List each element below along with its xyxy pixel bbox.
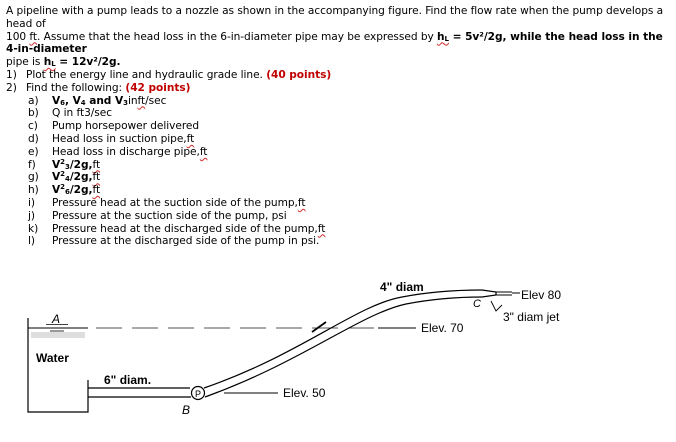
list-item-a: a) $V_6$, $V_4$ and $V_3$ in ft /sec xyxy=(28,94,167,107)
energy-line-crossing xyxy=(312,322,326,332)
question-2: 2) Find the following: (42 points) xyxy=(6,81,191,94)
head-loss-symbol-2: $h_L$ xyxy=(43,56,56,69)
pipe-elev-label: Elev. 70 xyxy=(421,321,464,335)
point-a-label: A xyxy=(52,312,61,326)
list-item-g: g) $V^2_4/2g$, ft xyxy=(28,170,101,184)
pump-elev-label: Elev. 50 xyxy=(283,386,326,400)
question-1-text: Plot the energy line and hydraulic grade line. xyxy=(26,68,263,81)
pump-label: P xyxy=(194,389,202,399)
list-item-f: f) $V^2_3/2g$, ft xyxy=(28,157,101,171)
list-item-d: d) Head loss in suction pipe, ft xyxy=(28,132,195,145)
ft-abbr: ft xyxy=(29,30,37,43)
list-item-b: b) Q in ft3/sec xyxy=(28,107,112,120)
intro-line-2a: 100 xyxy=(6,30,30,43)
discharge-pipe-label: 4" diam xyxy=(380,280,424,294)
water-shading xyxy=(31,332,85,338)
list-item-h: h) $V^2_6/2g$, ft xyxy=(28,183,101,197)
list-item-e: e) Head loss in discharge pipe, ft xyxy=(28,145,208,158)
discharge-pipe-bottom xyxy=(205,297,482,397)
question-2-text: Find the following: xyxy=(26,81,123,94)
nozzle-elev-label: Elev 80 xyxy=(521,288,562,302)
intro-line-3b: = 12v²/2g. xyxy=(55,56,121,69)
list-item-c: c) Pump horsepower delivered xyxy=(28,120,200,133)
list-item-k: k) Pressure head at the discharged side of the pump, ft xyxy=(28,222,326,235)
water-label: Water xyxy=(36,351,69,365)
list-item-i: i) Pressure head at the suction side of the pump, ft xyxy=(28,196,306,209)
discharge-pipe-top xyxy=(204,290,482,388)
question-2-points: (42 points) xyxy=(125,81,191,94)
question-1: 1) Plot the energy line and hydraulic grade line. (40 points) xyxy=(6,68,332,81)
nozzle xyxy=(482,290,496,297)
point-c-label: C xyxy=(473,298,481,310)
intro-line-3a: pipe is xyxy=(6,56,44,69)
list-item-l: l) Pressure at the discharged side of the pump in psi. xyxy=(28,235,320,248)
suction-pipe-label: 6" diam. xyxy=(104,373,152,387)
jet-leader xyxy=(491,301,502,311)
intro-line-2b: . Assume that the head loss in the 6-in-diameter pipe may be expressed by xyxy=(37,30,438,43)
question-1-points: (40 points) xyxy=(266,68,332,81)
head-loss-symbol: $h_L$ xyxy=(437,30,449,43)
jet-label: 3" diam jet xyxy=(503,310,560,324)
point-b-label: B xyxy=(182,403,191,417)
intro-line-1: A pipeline with a pump leads to a nozzle as shown in the accompanying figure. Find the flow rate when the pump develops a head of xyxy=(6,5,664,30)
intro-line-2c: = 5v²/2g, while the head loss in the 4-in-diameter xyxy=(6,30,663,56)
list-item-j: j) Pressure at the suction side of the pump, psi xyxy=(28,209,287,222)
